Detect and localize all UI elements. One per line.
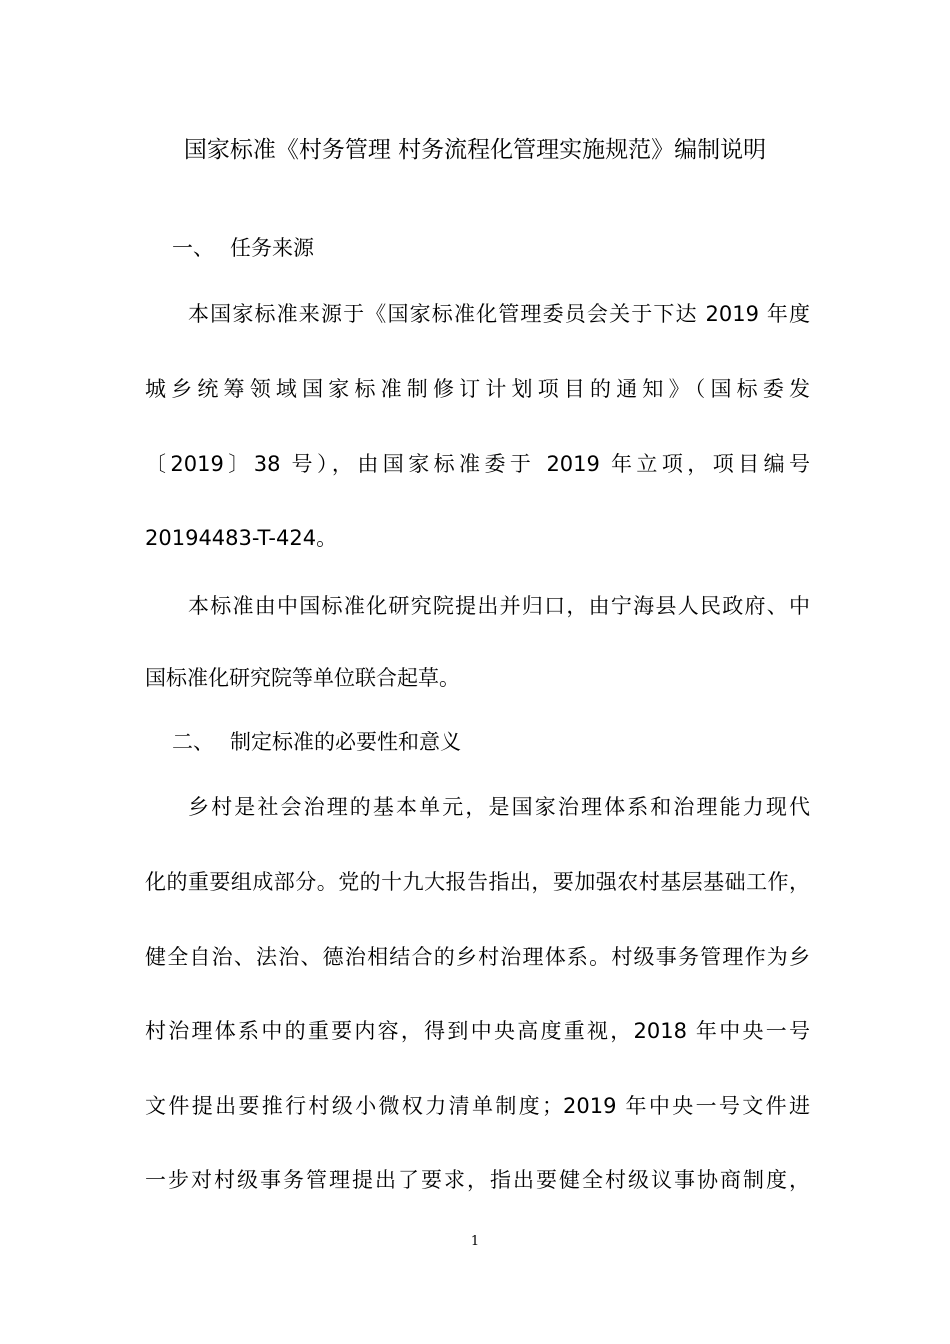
paragraph-line: 城乡统筹领域国家标准制修订计划项目的通知》（国标委发 bbox=[145, 377, 810, 401]
paragraph-line: 化的重要组成部分。党的十九大报告指出，要加强农村基层基础工作， bbox=[145, 870, 810, 894]
paragraph-line: 一步对村级事务管理提出了要求，指出要健全村级议事协商制度， bbox=[145, 1168, 810, 1192]
section-heading-1 bbox=[172, 232, 314, 264]
paragraph-line: 乡村是社会治理的基本单元，是国家治理体系和治理能力现代 bbox=[188, 795, 810, 819]
paragraph-line: 健全自治、法治、德治相结合的乡村治理体系。村级事务管理作为乡 bbox=[145, 945, 810, 969]
paragraph-line: 20194483-T-424。 bbox=[145, 526, 338, 550]
paragraph-line: 村治理体系中的重要内容，得到中央高度重视，2018 年中央一号 bbox=[145, 1019, 810, 1043]
paragraph-line: 本国家标准来源于《国家标准化管理委员会关于下达 2019 年度 bbox=[188, 302, 810, 326]
section-heading-text: 制定标准的必要性和意义 bbox=[230, 730, 461, 754]
paragraph-line: 国标准化研究院等单位联合起草。 bbox=[145, 666, 460, 690]
section-heading-2 bbox=[172, 726, 461, 758]
page-number: 1 bbox=[470, 1234, 480, 1249]
document-title: 国家标准《村务管理 村务流程化管理实施规范》编制说明 bbox=[183, 137, 767, 163]
section-heading-text: 任务来源 bbox=[230, 236, 314, 260]
section-number: 二、 bbox=[172, 730, 214, 754]
paragraph-line: 本标准由中国标准化研究院提出并归口，由宁海县人民政府、中 bbox=[188, 594, 810, 618]
paragraph-line: 文件提出要推行村级小微权力清单制度；2019 年中央一号文件进 bbox=[145, 1094, 810, 1118]
section-number: 一、 bbox=[172, 236, 214, 260]
paragraph-line: 〔2019〕38 号），由国家标准委于 2019 年立项，项目编号 bbox=[145, 452, 810, 476]
